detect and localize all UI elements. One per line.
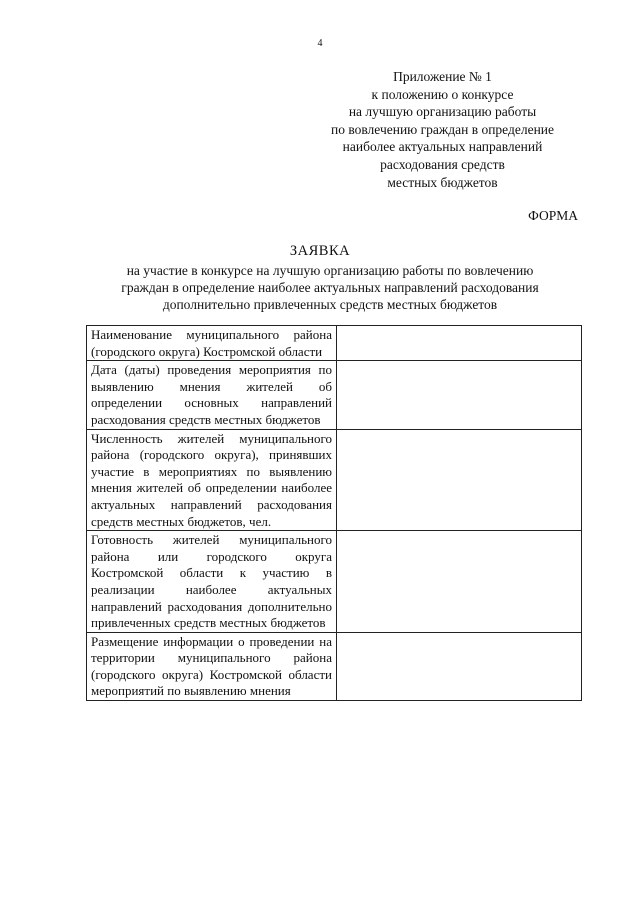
table-row (87, 429, 582, 531)
row-value-field[interactable] (337, 632, 582, 700)
appendix-line: к положению о конкурсе (371, 86, 514, 102)
subtitle-line: дополнительно привлеченных средств местных бюджетов (162, 297, 498, 312)
appendix-line: местных бюджетов (387, 174, 498, 190)
row-value-field[interactable] (337, 361, 582, 429)
row-label: Численность жителей муниципального района (городского округа), принявших участие в мероприятиях по выявлению мнения жителей об определении наиболее актуальных направлений расходования средств местных бюджетов, чел. (87, 429, 337, 531)
row-label: Готовность жителей муниципального района или городского округа Костромской области к участию в реализации наиболее актуальных направлений расходования дополнительно привлеченных средств местных бюджетов (87, 531, 337, 633)
application-form-table (86, 325, 582, 701)
appendix-line: на лучшую организацию работы (348, 104, 537, 120)
table-row (87, 361, 582, 429)
appendix-line: по вовлечению граждан в определение (330, 121, 555, 137)
appendix-line: наиболее актуальных направлений (342, 139, 543, 155)
table-row (87, 632, 582, 700)
appendix-line: Приложение № 1 (393, 69, 492, 84)
row-value-field[interactable] (337, 326, 582, 361)
forma-label: ФОРМА (528, 208, 578, 223)
row-value-field[interactable] (337, 531, 582, 633)
row-value-field[interactable] (337, 429, 582, 531)
table-row (87, 326, 582, 361)
row-label: Размещение информации о проведении на территории муниципального района (городского округа) Костромской области мероприятий по выявлению мнения (87, 632, 337, 700)
page-number: 4 (317, 38, 323, 49)
appendix-line: расходования средств (380, 156, 505, 172)
row-label: Дата (даты) проведения мероприятия по выявлению мнения жителей об определении основных направлений расходования средств местных бюджетов (87, 361, 337, 429)
table-row (87, 531, 582, 633)
appendix-header (300, 68, 585, 191)
document-title: ЗАЯВКА (289, 243, 351, 259)
row-label: Наименование муниципального района (городского округа) Костромской области (87, 326, 337, 361)
document-subtitle (80, 262, 580, 313)
subtitle-line: на участие в конкурсе на лучшую организацию работы по вовлечению (126, 263, 534, 278)
subtitle-line: граждан в определение наиболее актуальных направлений расходования (121, 280, 539, 295)
